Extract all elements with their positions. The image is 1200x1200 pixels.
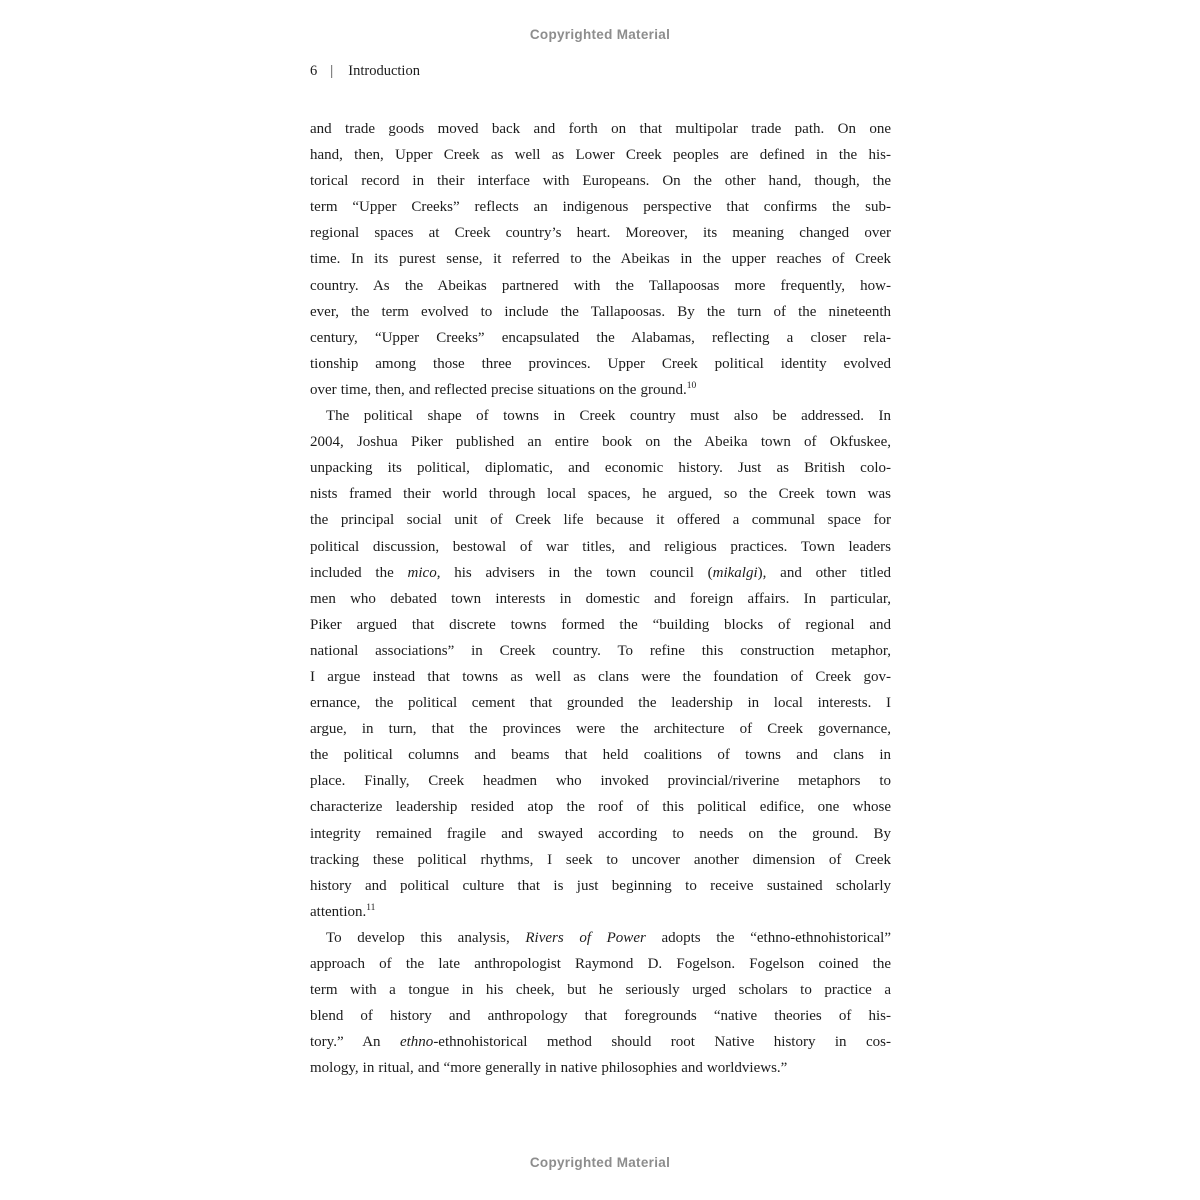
text-segment: nists framed their world through local spaces, he argued, so the Creek town was xyxy=(310,486,891,503)
paragraph xyxy=(310,925,891,1082)
text-line xyxy=(310,429,891,455)
text-segment: approach of the late anthropologist Raymond D. Fogelson. Fogelson coined the xyxy=(310,956,891,972)
text-line xyxy=(310,1003,891,1029)
text-line xyxy=(310,351,891,377)
text-segment: adopts the “ethno-ethnohistorical” xyxy=(645,929,891,946)
text-line xyxy=(310,899,891,925)
text-line xyxy=(310,455,891,481)
text-segment: The political shape of towns in Creek country must also be addressed. In xyxy=(326,408,891,425)
paragraph xyxy=(310,403,891,925)
text-line xyxy=(310,1029,891,1055)
text-segment: -ethnohistorical method should root Native history in cos- xyxy=(433,1034,891,1051)
text-line xyxy=(310,142,891,168)
text-segment: ), and other titled xyxy=(757,564,892,581)
text-segment: history and political culture that is just beginning to receive sustained scholarly xyxy=(310,877,891,894)
text-segment: tracking these political rhythms, I seek to uncover another dimension of Creek xyxy=(310,851,891,868)
text-segment: mology, in ritual, and “more generally in native philosophies and worldviews.” xyxy=(310,1060,788,1077)
text-line xyxy=(310,794,891,820)
text-line xyxy=(310,742,891,768)
text-line xyxy=(310,273,891,299)
copyright-notice-bottom: Copyrighted Material xyxy=(529,1155,671,1170)
text-segment: argue, in turn, that the provinces were the architecture of Creek governance, xyxy=(310,721,891,738)
text-segment: and trade goods moved back and forth on that multipolar trade path. On one xyxy=(310,121,891,137)
text-line xyxy=(310,220,891,246)
text-line xyxy=(310,507,891,533)
text-line xyxy=(310,638,891,664)
footnote-marker: 11 xyxy=(366,902,376,913)
text-segment: integrity remained fragile and swayed according to needs on the ground. By xyxy=(310,825,891,842)
text-line xyxy=(310,821,891,847)
text-segment: mico xyxy=(407,564,437,581)
text-line xyxy=(310,325,891,351)
text-segment: attention. xyxy=(310,903,367,920)
text-line xyxy=(310,664,891,690)
text-segment: the principal social unit of Creek life because it offered a communal space for xyxy=(310,512,891,529)
text-line xyxy=(310,403,891,429)
text-segment: country. As the Abeikas partnered with the Tallapoosas more frequently, how- xyxy=(310,277,891,294)
text-segment: political discussion, bestowal of war titles, and religious practices. Town leaders xyxy=(310,538,891,555)
text-segment: ethno xyxy=(399,1034,434,1051)
text-segment: men who debated town interests in domestic and foreign affairs. In particular, xyxy=(310,590,891,607)
text-segment: term “Upper Creeks” reflects an indigenous perspective that confirms the sub- xyxy=(310,199,891,216)
text-line xyxy=(310,481,891,507)
text-segment: term with a tongue in his cheek, but he seriously urged scholars to practice a xyxy=(310,982,891,999)
text-line xyxy=(310,116,891,142)
text-line xyxy=(310,246,891,272)
text-segment: unpacking its political, diplomatic, and economic history. Just as British colo- xyxy=(310,460,891,477)
text-line xyxy=(310,612,891,638)
text-line xyxy=(310,768,891,794)
text-line xyxy=(310,377,891,403)
paragraph xyxy=(310,116,891,403)
text-line xyxy=(310,847,891,873)
text-segment: time. In its purest sense, it referred to the Abeikas in the upper reaches of Creek xyxy=(310,251,891,268)
text-line xyxy=(310,925,891,951)
text-segment: mikalgi xyxy=(712,564,758,581)
text-segment: I argue instead that towns as well as clans were the foundation of Creek gov- xyxy=(310,668,891,685)
text-segment: tory.” An xyxy=(310,1034,400,1051)
text-line xyxy=(310,560,891,586)
text-segment: characterize leadership resided atop the roof of this political edifice, one whose xyxy=(310,799,891,816)
text-segment: ernance, the political cement that grounded the leadership in local interests. I xyxy=(310,695,891,712)
text-segment: regional spaces at Creek country’s heart. Moreover, its meaning changed over xyxy=(310,225,891,242)
text-line xyxy=(310,299,891,325)
text-segment: included the xyxy=(310,564,408,581)
text-segment: over time, then, and reflected precise situations on the ground. xyxy=(310,381,687,398)
text-segment: Rivers of Power xyxy=(525,929,646,946)
header-separator: | xyxy=(330,63,334,79)
text-segment: place. Finally, Creek headmen who invoked provincial/riverine metaphors to xyxy=(310,773,891,790)
footnote-marker: 10 xyxy=(686,380,697,391)
text-line xyxy=(310,873,891,899)
text-line xyxy=(310,951,891,977)
text-line xyxy=(310,168,891,194)
text-line xyxy=(310,1055,891,1081)
chapter-title: Introduction xyxy=(348,63,420,79)
copyright-notice-top: Copyrighted Material xyxy=(529,27,671,42)
text-segment: national associations” in Creek country. To refine this construction metaphor, xyxy=(310,642,891,659)
text-line xyxy=(310,977,891,1003)
text-segment: the political columns and beams that held coalitions of towns and clans in xyxy=(310,747,891,764)
text-segment: torical record in their interface with Europeans. On the other hand, though, the xyxy=(310,173,891,190)
text-line xyxy=(310,194,891,220)
text-segment: To develop this analysis, xyxy=(326,929,526,946)
running-header xyxy=(310,63,420,80)
page-number: 6 xyxy=(310,63,318,79)
text-segment: hand, then, Upper Creek as well as Lower Creek peoples are defined in the his- xyxy=(310,147,891,164)
text-segment: tionship among those three provinces. Upper Creek political identity evolved xyxy=(310,355,891,372)
text-segment: 2004, Joshua Piker published an entire book on the Abeika town of Okfuskee, xyxy=(310,434,891,451)
text-line xyxy=(310,534,891,560)
text-line xyxy=(310,716,891,742)
text-line xyxy=(310,586,891,612)
text-column xyxy=(310,116,891,1081)
text-segment: , his advisers in the town council ( xyxy=(436,564,713,581)
text-segment: Piker argued that discrete towns formed the “building blocks of regional and xyxy=(310,616,891,633)
text-segment: century, “Upper Creeks” encapsulated the Alabamas, reflecting a closer rela- xyxy=(310,329,891,346)
text-segment: ever, the term evolved to include the Tallapoosas. By the turn of the nineteenth xyxy=(310,303,891,320)
text-segment: blend of history and anthropology that foregrounds “native theories of his- xyxy=(310,1008,891,1025)
text-line xyxy=(310,690,891,716)
